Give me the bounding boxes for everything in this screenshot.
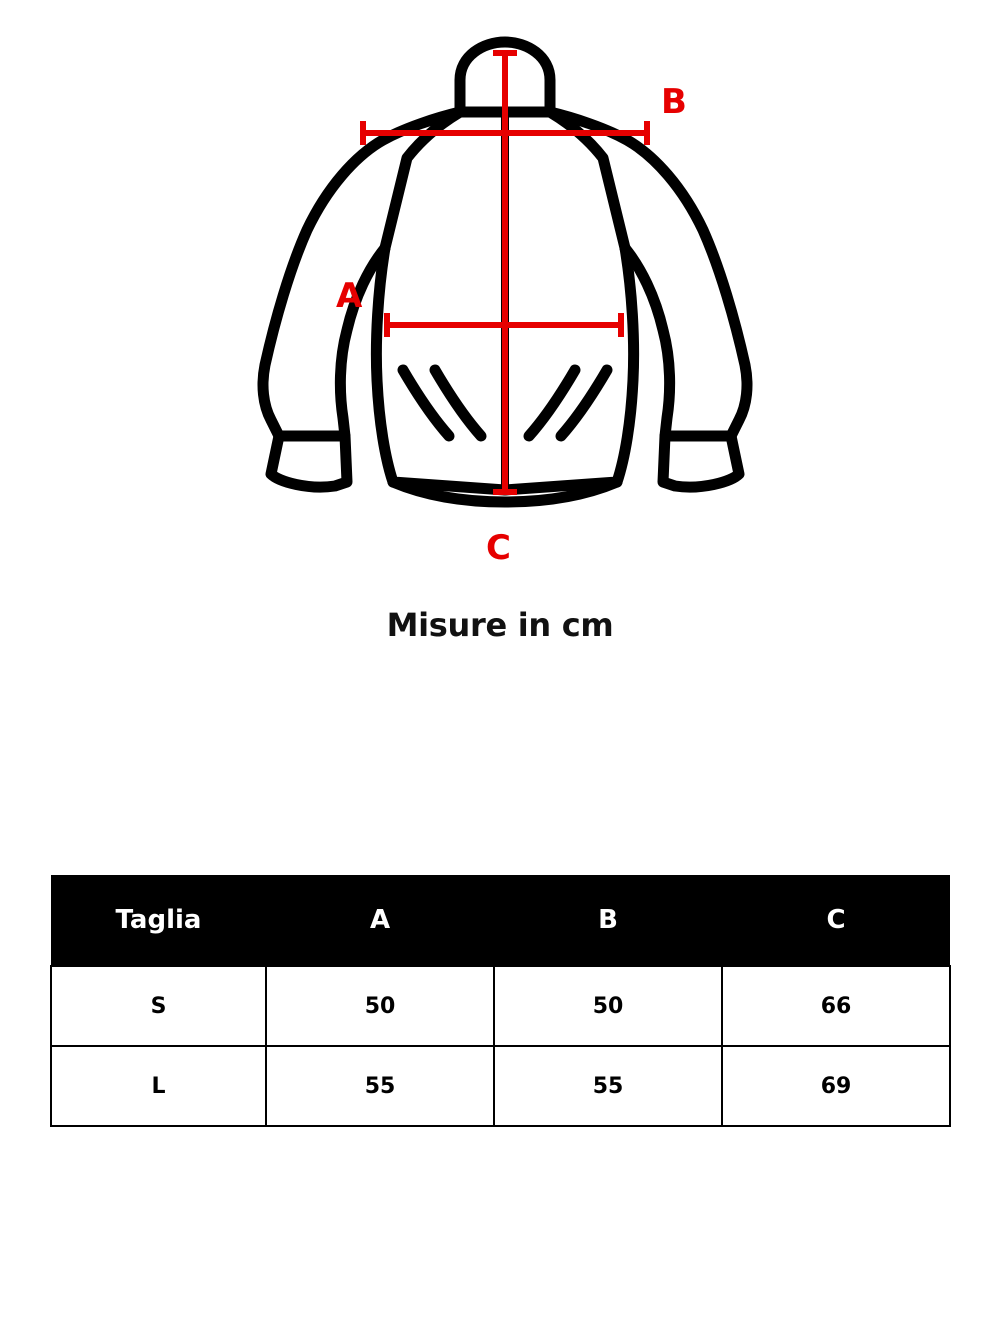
cell-c: 66	[722, 966, 950, 1046]
column-header-b: B	[494, 875, 722, 966]
table-row	[51, 1046, 950, 1126]
cell-c: 69	[722, 1046, 950, 1126]
cell-size: S	[51, 966, 266, 1046]
column-header-a: A	[266, 875, 494, 966]
cell-b: 55	[494, 1046, 722, 1126]
measure-label-c: C	[486, 528, 511, 568]
measure-label-b: B	[661, 82, 687, 122]
column-header-size: Taglia	[51, 875, 266, 966]
cell-a: 50	[266, 966, 494, 1046]
cell-b: 50	[494, 966, 722, 1046]
table-row	[51, 966, 950, 1046]
column-header-c: C	[722, 875, 950, 966]
cell-a: 55	[266, 1046, 494, 1126]
diagram-caption: Misure in cm	[386, 606, 614, 644]
measure-label-a: A	[336, 276, 363, 316]
size-table-container	[50, 875, 950, 1127]
jacket-illustration	[235, 20, 775, 540]
size-table	[50, 875, 951, 1127]
cell-size: L	[51, 1046, 266, 1126]
table-header-row	[51, 875, 950, 966]
